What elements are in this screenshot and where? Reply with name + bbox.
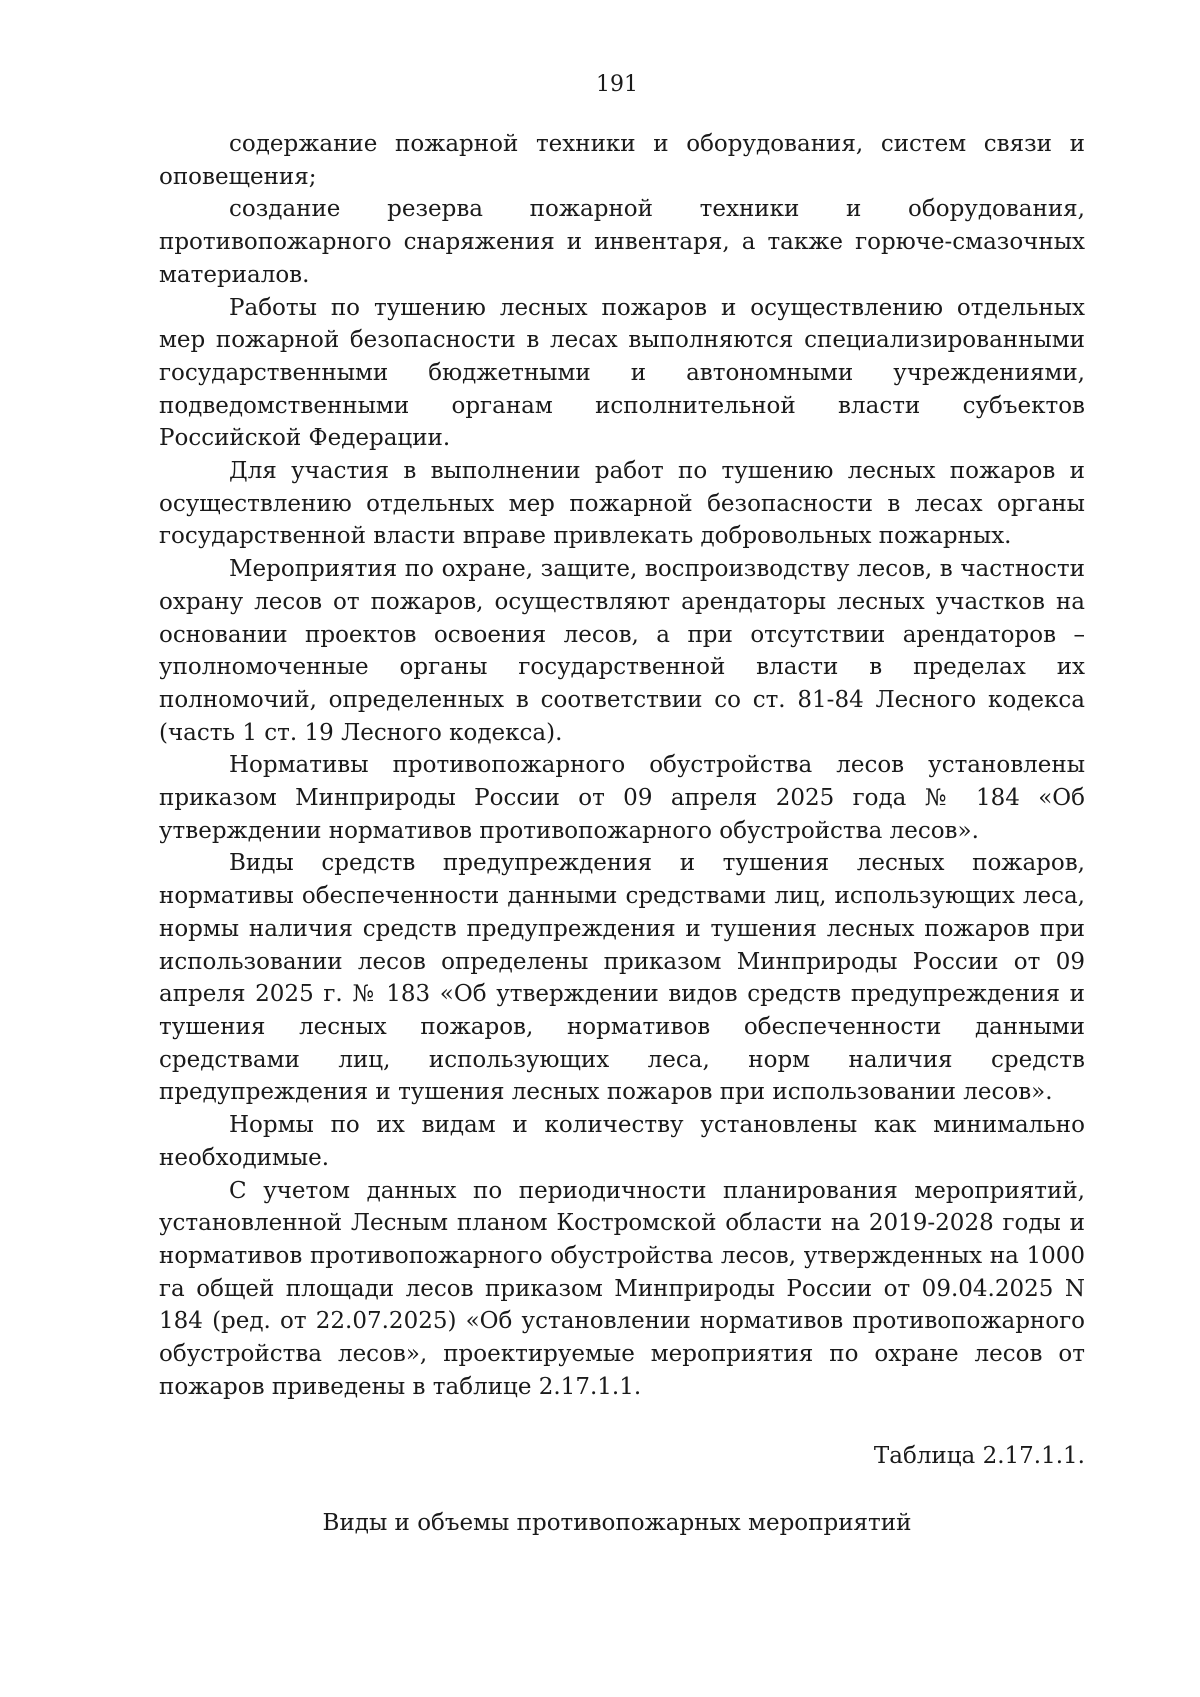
paragraph-fire-equipment-maintenance: содержание пожарной техники и оборудования, систем связи и оповещения; xyxy=(159,131,1085,190)
paragraph-minimum-norms: Нормы по их видам и количеству установлены как минимально необходимые. xyxy=(159,1112,1085,1171)
body-text xyxy=(159,128,1085,1403)
paragraph-forest-protection-measures: Мероприятия по охране, защите, воспроизводству лесов, в частности охрану лесов от пожаров, осуществляют арендаторы лесных участков на основании проектов освоения лесов, а при отсутствии арендаторов – уполномоченные органы государственной власти в пределах их полномочий, определенных в соответствии со ст. 81-84 Лесного кодекса (часть 1 ст. 19 Лесного кодекса). xyxy=(159,556,1085,746)
table-title: Виды и объемы противопожарных мероприятий xyxy=(322,1510,912,1536)
paragraph-firefighting-works: Работы по тушению лесных пожаров и осуществлению отдельных мер пожарной безопасности в лесах выполняются специализированными государственными бюджетными и автономными учреждениями, подведомственными органам исполнительной власти субъектов Российской Федерации. xyxy=(159,294,1085,452)
paragraph-fire-prevention-means: Виды средств предупреждения и тушения лесных пожаров, нормативы обеспеченности данными средствами лиц, использующих леса, нормы наличия средств предупреждения и тушения лесных пожаров при использовании лесов определены приказом Минприроды России от 09 апреля 2025 г. № 183 «Об утверждении видов средств предупреждения и тушения лесных пожаров, нормативов обеспеченности данными средствами лиц, использующих леса, норм наличия средств предупреждения и тушения лесных пожаров при использовании лесов». xyxy=(159,850,1085,1106)
paragraph-planned-measures: С учетом данных по периодичности планирования мероприятий, установленной Лесным планом Костромской области на 2019-2028 годы и нормативов противопожарного обустройства лесов, утвержденных на 1000 га общей площади лесов приказом Минприроды России от 09.04.2025 N 184 (ред. от 22.07.2025) «Об установлении нормативов противопожарного обустройства лесов», проектируемые мероприятия по охране лесов от пожаров приведены в таблице 2.17.1.1. xyxy=(159,1177,1085,1400)
page-number: 191 xyxy=(596,72,638,97)
paragraph-fire-arrangement-norms: Нормативы противопожарного обустройства лесов установлены приказом Минприроды России от 09 апреля 2025 года № 184 «Об утверждении нормативов противопожарного обустройства лесов». xyxy=(159,752,1085,844)
table-caption: Таблица 2.17.1.1. xyxy=(873,1443,1085,1469)
paragraph-equipment-reserve: создание резерва пожарной техники и оборудования, противопожарного снаряжения и инвентаря, а также горюче-смазочных материалов. xyxy=(159,196,1085,288)
paragraph-volunteer-firefighters: Для участия в выполнении работ по тушению лесных пожаров и осуществлению отдельных мер пожарной безопасности в лесах органы государственной власти вправе привлекать добровольных пожарных. xyxy=(159,458,1085,550)
